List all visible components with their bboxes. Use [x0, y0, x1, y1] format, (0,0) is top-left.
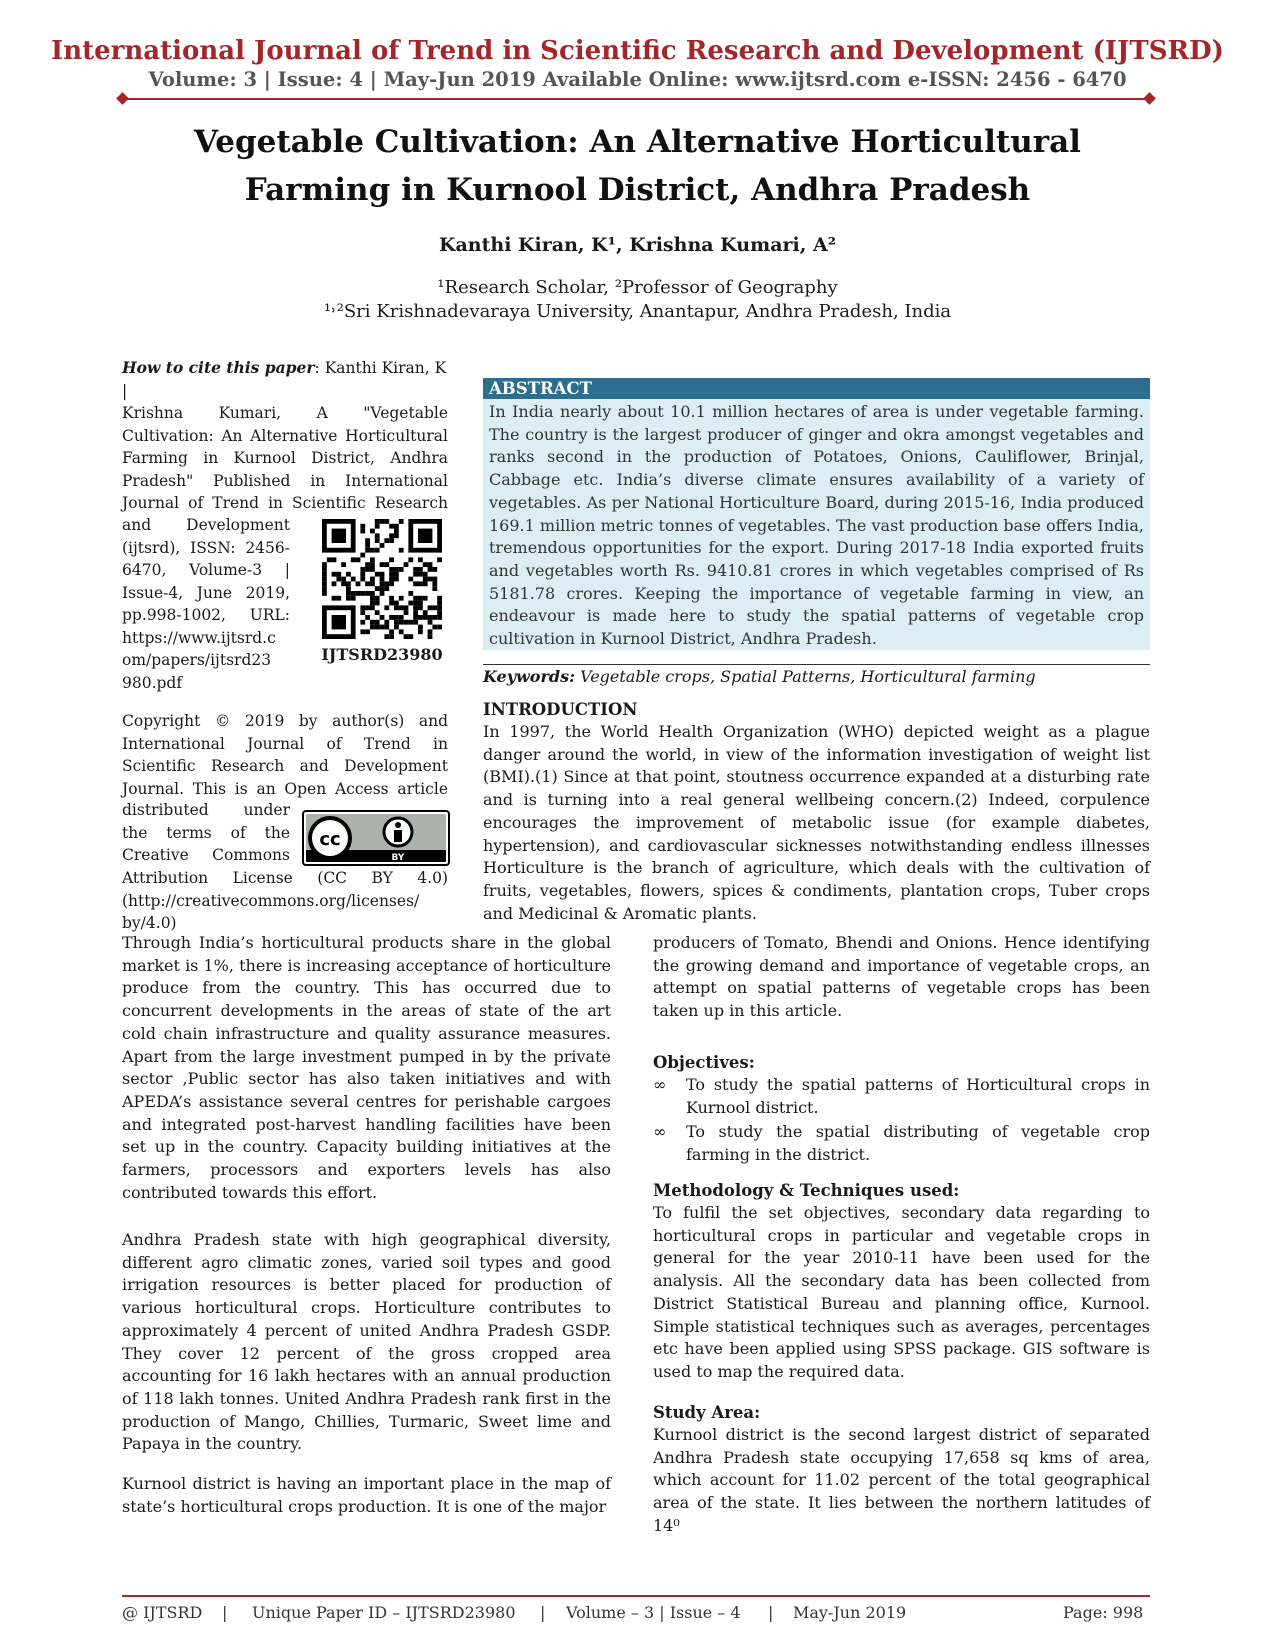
citation-narrow-line: and Development	[122, 516, 290, 534]
copyright-narrow-line: distributed under	[122, 801, 290, 819]
citation-line: Pradesh" Published in International	[122, 471, 448, 490]
citation-narrow-line: Issue-4, June 2019,	[122, 583, 290, 602]
citation-line: Journal of Trend in Scientific Research	[122, 494, 448, 512]
citation-narrow-line: 980.pdf	[122, 673, 183, 692]
abstract-text: In India nearly about 10.1 million hectares of area is under vegetable farming. The country is the largest producer of ginger and okra amongst vegetables and ranks second in the production of Potatoes, Onions, Cauliflower, Brinjal, Cabbage etc. India’s diverse climate ensures availability of a variety of vegetables. As per National Horticulture Board, during 2015-16, India produced 169.1 million metric tonnes of vegetables. The vast production base offers India, tremendous opportunities for the export. During 2017-18 India exported fruits and vegetables worth Rs. 9410.81 crores in which vegetables comprised of Rs 5181.78 crores. Keeping the importance of vegetable farming in view, an endeavour is made here to study the spatial patterns of vegetable crop cultivation in Kurnool District, Andhra Pradesh.	[483, 399, 1150, 650]
paper-authors: Kanthi Kiran, K¹, Krishna Kumari, A²	[438, 234, 837, 256]
copyright-after-line: (http://creativecommons.org/licenses/	[122, 891, 420, 910]
right-paragraph-1: producers of Tomato, Bhendi and Onions. Hence identifying the growing demand and importance of vegetable crops, an attempt on spatial patterns of vegetable crops has been taken up in this article.	[653, 933, 1150, 1021]
objective-text: To study the spatial patterns of Horticultural crops in Kurnool district.	[686, 1075, 1150, 1117]
citation-first-line: How to cite this paper: Kanthi Kiran, K |	[122, 358, 447, 400]
citation-narrow-line: pp.998-1002, URL:	[122, 606, 290, 624]
abstract-heading: ABSTRACT	[483, 378, 1150, 399]
left-paragraph-2: Andhra Pradesh state with high geographical diversity, different agro climatic zones, varied soil types and good irrigation resources is better placed for production of various horticultural crops. Horticulture contributes to approximately 4 percent of united Andhra Pradesh GSDP. They cover 12 percent of the gross cropped area accounting for 16 lakh hectares with an annual production of 118 lakh tonnes. United Andhra Pradesh rank first in the production of Mango, Chillies, Turmaric, Sweet lime and Papaya in the country.	[122, 1230, 611, 1454]
footer-separator: |	[222, 1603, 228, 1622]
objective-item	[653, 1121, 1150, 1166]
header-rule	[122, 98, 1150, 100]
copyright-line: Journal. This is an Open Access article	[122, 779, 448, 798]
copyright-after-line: Attribution License (CC BY 4.0)	[122, 869, 448, 887]
copyright-narrow-line: Creative Commons	[122, 846, 290, 864]
introduction-heading: INTRODUCTION	[483, 700, 638, 719]
header-rule-right-diamond	[1143, 92, 1156, 105]
journal-subtitle: Volume: 3 | Issue: 4 | May-Jun 2019 Available Online: www.ijtsrd.com e-ISSN: 2456 - 6470	[148, 68, 1127, 91]
abstract-divider	[483, 664, 1150, 665]
footer-date: May-Jun 2019	[793, 1603, 907, 1622]
citation-line: Farming in Kurnool District, Andhra	[122, 449, 448, 467]
left-paragraph-3: Kurnool district is having an important place in the map of state’s horticultural crops production. It is one of the major	[122, 1474, 611, 1516]
footer-volume: Volume – 3 | Issue – 4	[566, 1603, 741, 1622]
study-area-text: Kurnool district is the second largest district of separated Andhra Pradesh state occupying 17,658 sq kms of area, which account for 11.02 percent of the total geographical area of the state. It lies between the northern latitudes of 14⁰	[653, 1425, 1150, 1535]
left-paragraph-1: Through India’s horticultural products share in the global market is 1%, there is increasing acceptance of horticulture produce from the country. This has occurred due to concurrent developments in the areas of state of the art cold chain infrastructure and quality assurance measures. Apart from the large investment pumped in by the private sector ,Public sector has also taken initiatives and with APEDA’s assistance several centres for perishable cargoes and integrated post-harvest handling facilities have been set up in the country. Capacity building initiatives at the farmers, processors and exporters levels has also contributed towards this effort.	[122, 933, 611, 1202]
paper-title	[0, 118, 1275, 214]
footer-separator: |	[768, 1603, 774, 1622]
qr-caption: IJTSRD23980	[321, 645, 443, 664]
header-rule-left-diamond	[116, 92, 129, 105]
objective-item	[653, 1074, 1150, 1119]
copyright-after-line: by/4.0)	[122, 914, 177, 932]
paper-title-line1: Vegetable Cultivation: An Alternative Horticultural	[194, 124, 1081, 160]
citation-narrow-lines	[122, 514, 290, 694]
bullet-symbol: ∞	[653, 1075, 667, 1094]
svg-text:BY: BY	[391, 853, 405, 863]
keywords-line	[483, 666, 1150, 688]
svg-text:cc: cc	[319, 829, 341, 850]
citation-line: Cultivation: An Alternative Horticultural	[122, 426, 448, 445]
journal-title: International Journal of Trend in Scientific Research and Development (IJTSRD)	[51, 36, 1224, 66]
methodology-heading: Methodology & Techniques used:	[653, 1181, 960, 1200]
keywords-text: Vegetable crops, Spatial Patterns, Horticultural farming	[580, 667, 1036, 686]
citation-block	[122, 357, 448, 515]
keywords-label: Keywords:	[483, 667, 576, 686]
affiliation-line2: ¹˒²Sri Krishnadevaraya University, Anantapur, Andhra Pradesh, India	[323, 301, 952, 322]
paper-affiliations	[0, 276, 1275, 324]
paper-title-line2: Farming in Kurnool District, Andhra Pradesh	[244, 172, 1031, 208]
methodology-text: To fulfil the set objectives, secondary data regarding to horticultural crops in particular and vegetable crops in general for the year 2010-11 have been used for the analysis. All the secondary data has been collected from District Statistical Bureau and planning office, Kurnool. Simple statistical techniques such as averages, percentages etc have been applied using SPSS package. GIS software is used to map the required data.	[653, 1203, 1150, 1381]
copyright-narrow-lines	[122, 799, 290, 867]
cc-by-license-icon	[302, 810, 450, 866]
citation-narrow-line: https://www.ijtsrd.c	[122, 628, 276, 647]
footer-publisher: @ IJTSRD	[122, 1603, 203, 1622]
bullet-symbol: ∞	[653, 1122, 667, 1142]
copyright-full-lines	[122, 710, 448, 800]
footer-page: Page: 998	[1063, 1603, 1144, 1622]
citation-narrow-line: 6470, Volume-3 |	[122, 561, 290, 579]
citation-narrow-line: om/papers/ijtsrd23	[122, 651, 272, 669]
citation-line: Krishna Kumari, A "Vegetable	[122, 404, 448, 422]
citation-label: How to cite this paper	[122, 358, 315, 377]
copyright-after-lines	[122, 867, 448, 935]
citation-narrow-line: (ijtsrd), ISSN: 2456-	[122, 538, 290, 557]
introduction-text: In 1997, the World Health Organization (WHO) depicted weight as a plague danger around the world, in view of the information investigation of weight list (BMI).(1) Since at that point, stoutness occurrence expanded at a disturbing rate and is turning into a real general wellbeing concern.(2) Indeed, corpulence encourages the improvement of metabolic issue (for example diabetes, hypertension), and cardiovascular sicknesses notwithstanding endless illnesses Horticulture is the branch of agriculture, which deals with the cultivation of fruits, vegetables, flowers, spices & condiments, plantation crops, Tuber crops and Medicinal & Aromatic plants.	[483, 722, 1150, 923]
copyright-narrow-line: the terms of the	[122, 823, 290, 842]
footer-rule	[122, 1595, 1150, 1597]
footer-separator: |	[540, 1603, 546, 1622]
objective-text: To study the spatial distributing of vegetable crop farming in the district.	[686, 1122, 1150, 1165]
qr-code-image	[322, 519, 442, 639]
copyright-line: Scientific Research and Development	[122, 757, 448, 775]
footer-paper-id: Unique Paper ID – IJTSRD23980	[252, 1603, 516, 1622]
objectives-list	[653, 1074, 1150, 1169]
objectives-heading: Objectives:	[653, 1053, 755, 1072]
copyright-line: Copyright © 2019 by author(s) and	[122, 712, 448, 730]
study-area-heading: Study Area:	[653, 1403, 761, 1422]
citation-full-lines	[122, 402, 448, 515]
affiliation-line1: ¹Research Scholar, ²Professor of Geography	[437, 277, 838, 298]
copyright-line: International Journal of Trend in	[122, 734, 448, 753]
